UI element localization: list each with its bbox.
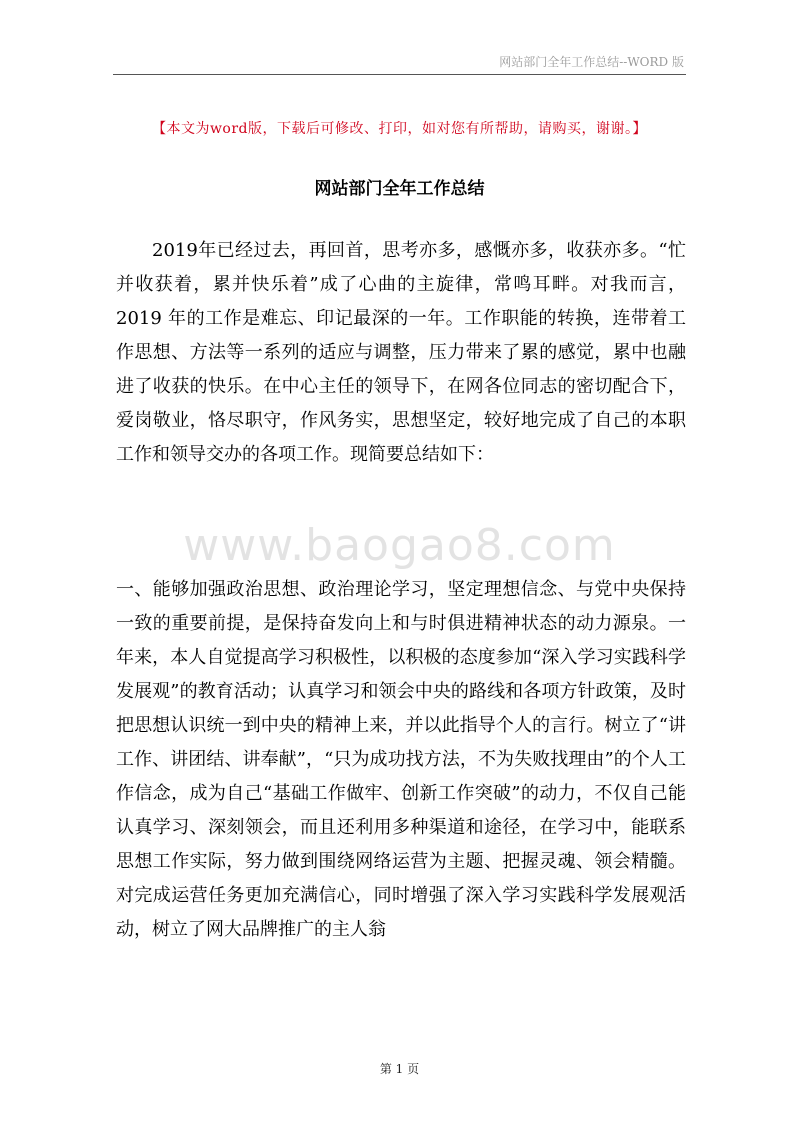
header-divider — [113, 74, 686, 75]
watermark: www.baogao8.com — [183, 520, 616, 571]
document-title: 网站部门全年工作总结 — [314, 179, 485, 199]
paragraph-section-one: 一、能够加强政治思想、政治理论学习，坚定理想信念、与党中央保持一致的重要前提，是保持奋发向上和与时俱进精神状态的动力源泉。一年来，本人自觉提高学习积极性，以积极的态度参加“深入学习实践科学发展观”的教育活动；认真学习和领会中央的路线和各项方针政策，及时把思想认识统一到中央的精神上来，并以此指导个人的言行。树立了“讲工作、讲团结、讲奉献”，“只为成功找方法，不为失败找理由”的个人工作信念，成为自己“基础工作做牢、创新工作突破”的动力，不仅自己能认真学习、深刻领会，而且还利用多种渠道和途径，在学习中，能联系思想工作实际，努力做到围绕网络运营为主题、把握灵魂、领会精髓。对完成运营任务更加充满信心，同时增强了深入学习实践科学发展观活动，树立了网大品牌推广的主人翁 — [116, 579, 686, 940]
paragraph-intro: 2019年已经过去，再回首，思考亦多，感慨亦多，收获亦多。“忙并收获着，累并快乐着”成了心曲的主旋律，常鸣耳畔。对我而言，2019 年的工作是难忘、印记最深的一年。工作职能的转换，连带着工作思想、方法等一系列的适应与调整，压力带来了累的感觉，累中也融进了收获的快乐。在中心主任的领导下，在网各位同志的密切配合下，爱岗敬业，恪尽职守，作风务实，思想坚定，较好地完成了自己的本职工作和领导交办的各项工作。现简要总结如下： — [116, 240, 686, 465]
page-number: 第 1 页 — [379, 1062, 420, 1076]
running-header: 网站部门全年工作总结--WORD 版 — [499, 55, 684, 69]
download-notice: 【本文为word版，下载后可修改、打印，如对您有所帮助，请购买，谢谢。】 — [151, 121, 648, 137]
